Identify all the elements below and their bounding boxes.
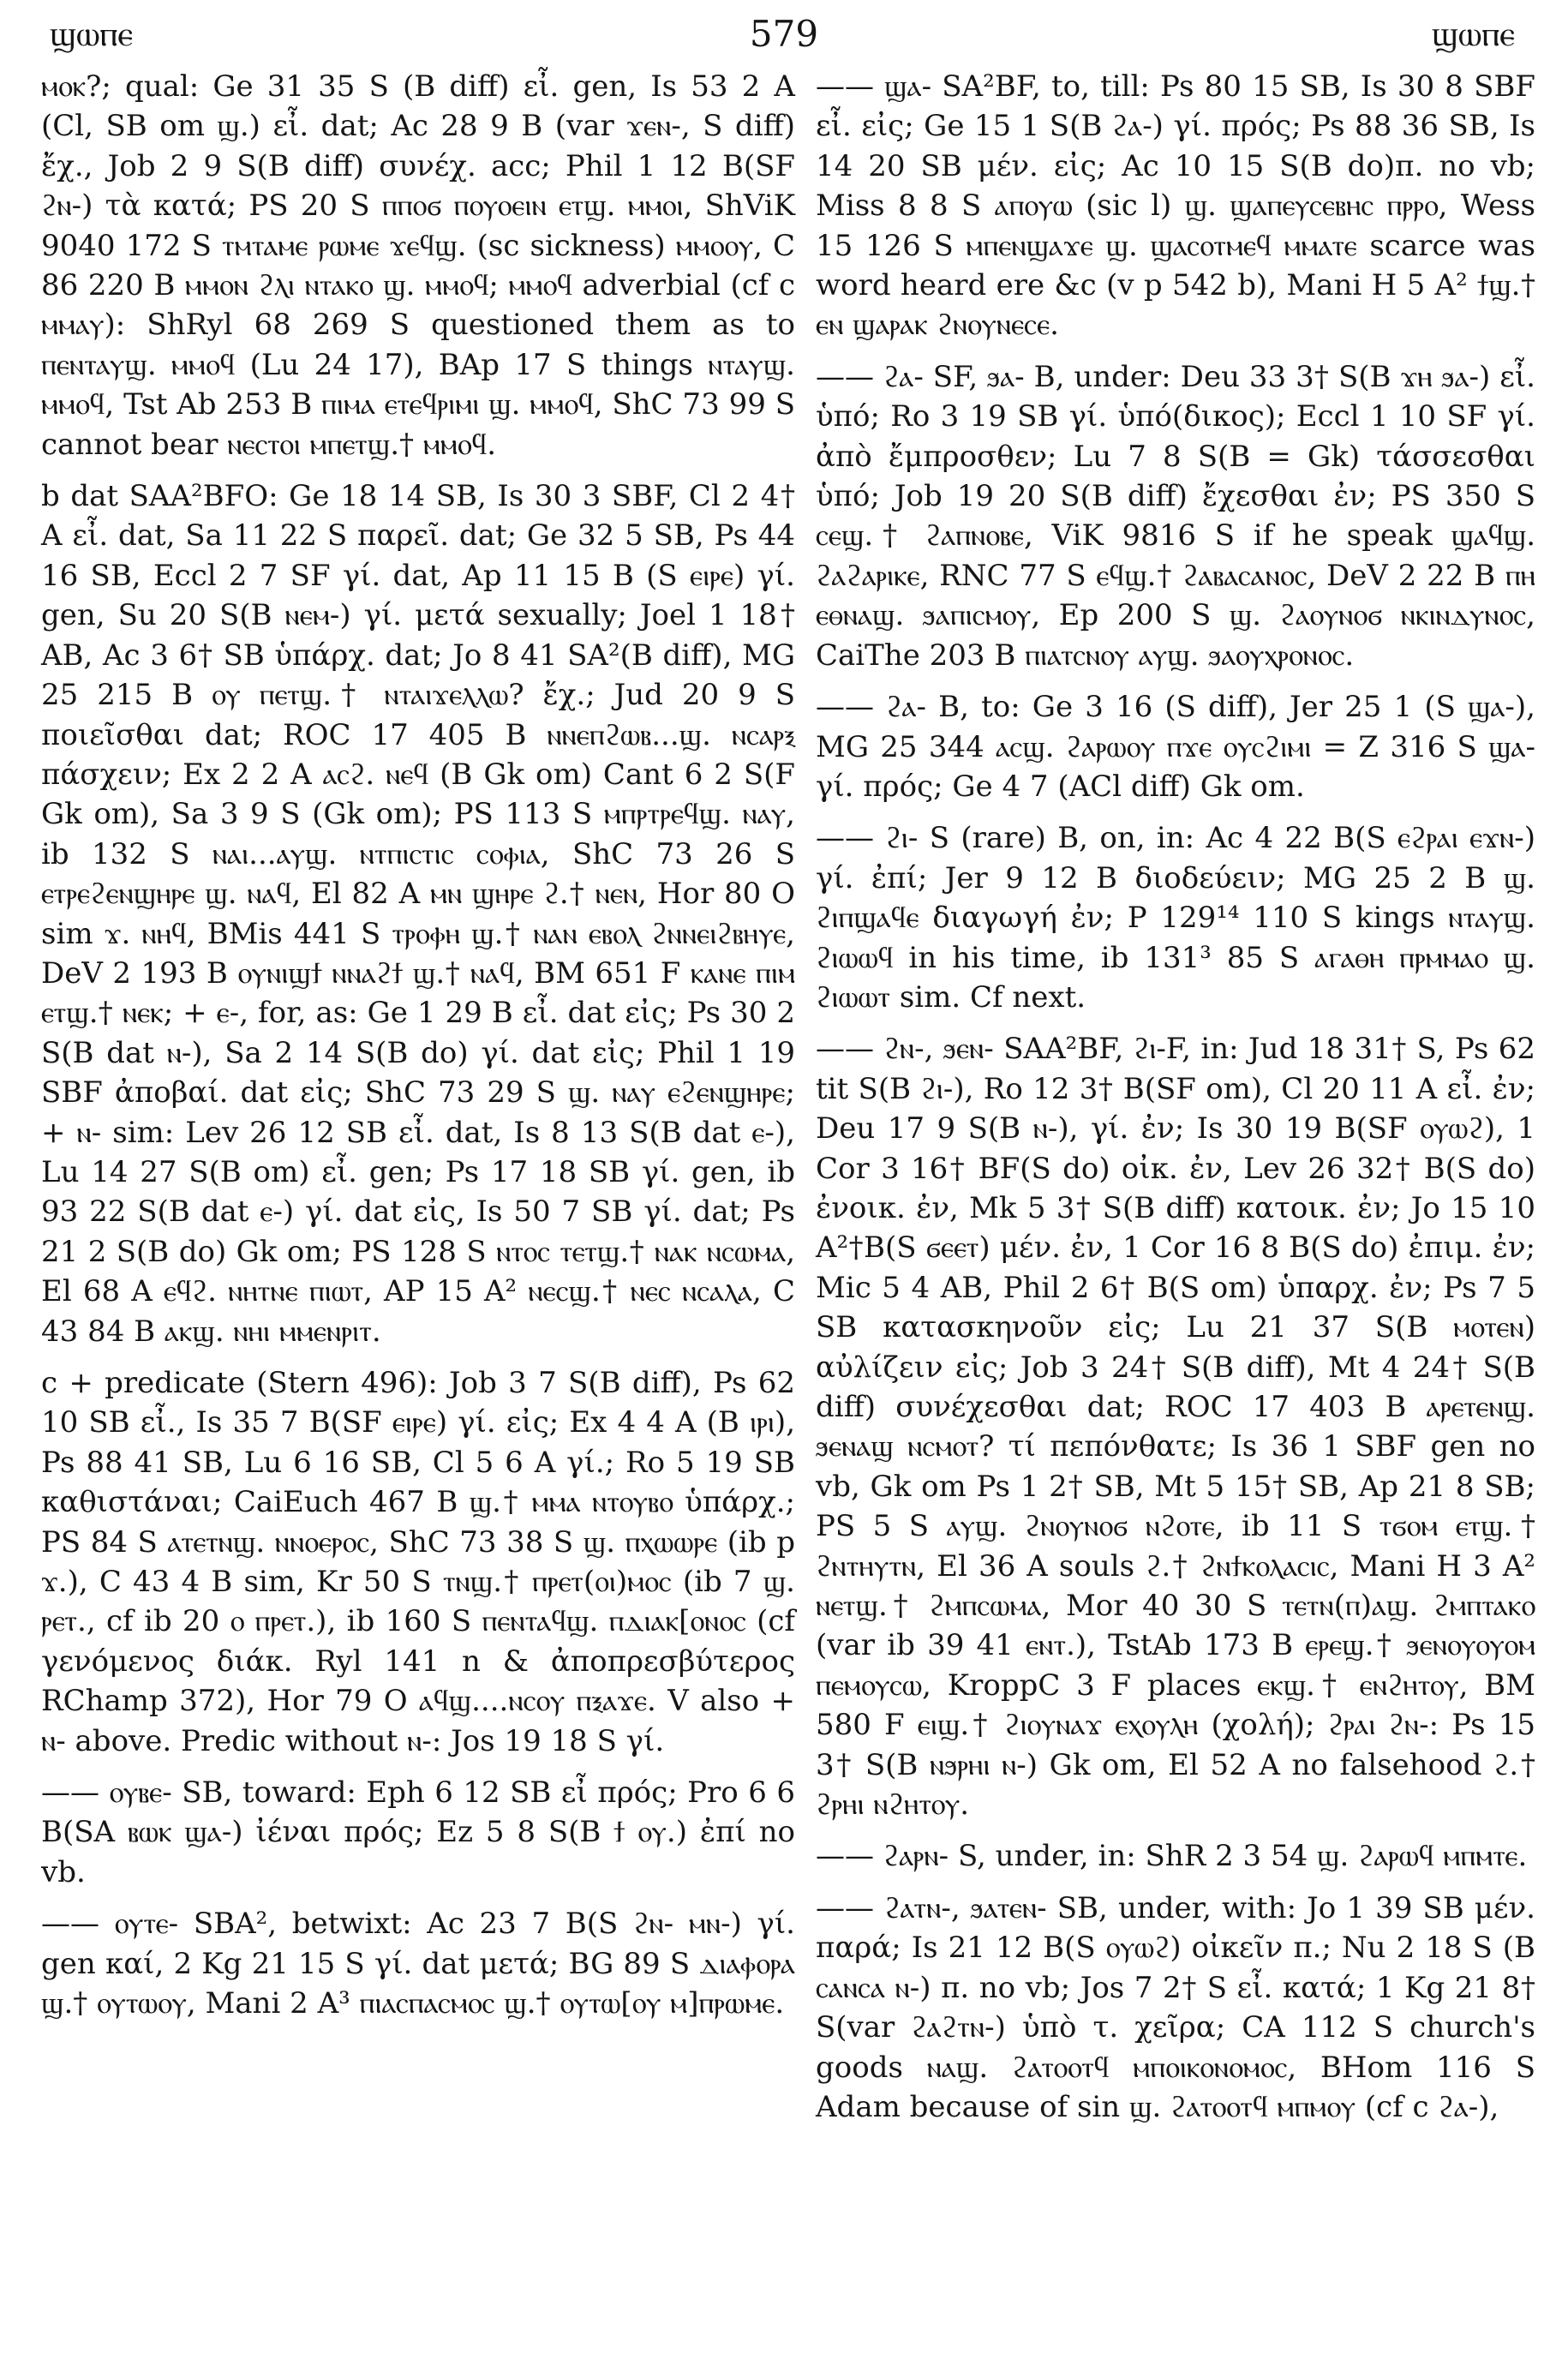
dictionary-entry-paragraph: —— ϩⲁⲣⲛ- S, under, in: ShR 2 3 54 ϣ. ϩⲁⲣⲱϥ ⲙⲡⲙⲧⲉ.: [816, 1839, 1528, 1874]
dictionary-entry-paragraph: —— ϩⲓ- S (rare) B, on, in: Ac 4 22 B(S ⲉϩⲣⲁⲓ ⲉϫⲛ-) γί. ἐπί; Jer 9 12 B διοδεύειν; MG 25 2 B ϣ. ϩⲓⲡϣⲁϥⲉ διαγωγή ἐν; P 129¹⁴ 110 S kings ⲛⲧⲁⲩϣ. ϩⲓⲱⲱϥ in his time, ib 131³ 85 S ⲁⲅⲁⲑⲏ ⲡⲣⲙⲙⲁⲟ ϣ. ϩⲓⲱⲱⲧ sim. Cf next.: [816, 821, 1535, 1015]
right-column: [816, 67, 1535, 2139]
page-number: 579: [749, 13, 819, 55]
page-header: [34, 12, 1534, 57]
running-head-left: ϣⲱⲡⲉ: [50, 15, 134, 54]
dictionary-entry-paragraph: —— ϣⲁ- SA²BF, to, till: Ps 80 15 SB, Is 30 8 SBF εἶ. εἰς; Ge 15 1 S(B ϩⲁ-) γί. πρός; Ps 88 36 SB, Is 14 20 SB μέν. εἰς; Ac 10 15 S(B do)π. no vb; Miss 8 8 S ⲁⲡⲟⲩⲱ (sic l) ϣ. ϣⲁⲡⲉⲩⲥⲉⲃⲏⲥ ⲡⲣⲣⲟ, Wess 15 126 S ⲙⲡⲉⲛϣⲁϫⲉ ϣ. ϣⲁⲥⲟⲧⲙⲉϥ ⲙⲙⲁⲧⲉ scarce was word heard ere &c (v p 542 b), Mani H 5 A² ϯϣ.† ⲉⲛ ϣⲁⲣⲁⲕ ϩⲛⲟⲩⲛⲉⲥⲉ.: [816, 69, 1535, 343]
left-column: [41, 67, 795, 2036]
dictionary-entry-paragraph: —— ϩⲁ- SF, ϧⲁ- B, under: Deu 33 3† S(B ϫⲏ ϧⲁ-) εἶ. ὑπό; Ro 3 19 SB γί. ὑπό(δικος); Eccl 1 10 SF γί. ἀπὸ ἔμπροσθεν; Lu 7 8 S(B = Gk) τάσσεσθαι ὑπό; Job 19 20 S(B diff) ἔχεσθαι ἐν; PS 350 S ⲥⲉϣ.† ϩⲁⲡⲛⲟⲃⲉ, ViK 9816 S if he speak ϣⲁϥϣ. ϩⲁϩⲁⲣⲓⲕⲉ, RNC 77 S ⲉϥϣ.† ϩⲁⲃⲁⲥⲁⲛⲟⲥ, DeV 2 22 B ⲡⲏ ⲉⲑⲛⲁϣ. ϧⲁⲡⲓⲥⲙⲟⲩ, Ep 200 S ϣ. ϩⲁⲟⲩⲛⲟϭ ⲛⲕⲓⲛⲇⲩⲛⲟⲥ, CaiThe 203 B ⲡⲓⲁⲧⲥⲛⲟⲩ ⲁⲩϣ. ϧⲁⲟⲩⲭⲣⲟⲛⲟⲥ.: [816, 359, 1535, 673]
dictionary-entry-paragraph: —— ϩⲛ-, ϧⲉⲛ- SAA²BF, ϩⲓ-F, in: Jud 18 31† S, Ps 62 tit S(B ϩⲓ-), Ro 12 3† B(SF om), Cl 20 11 A εἶ. ἐν; Deu 17 9 S(B ⲛ-), γί. ἐν; Is 30 19 B(SF ⲟⲩⲱϩ), 1 Cor 3 16† BF(S do) οἰκ. ἐν, Lev 26 32† B(S do) ἐνοικ. ἐν, Mk 5 3† S(B diff) κατοικ. ἐν; Jo 15 10 A²†B(S ϭⲉⲉⲧ) μέν. ἐν, 1 Cor 16 8 B(S do) ἐπιμ. ἐν; Mic 5 4 AB, Phil 2 6† B(S om) ὑπαρχ. ἐν; Ps 7 5 SB κατασκηνοῦν εἰς; Lu 21 37 S(B ⲙⲟⲧⲉⲛ) αὐλίζειν εἰς; Job 3 24† S(B diff), Mt 4 24† S(B diff) συνέχεσθαι dat; ROC 17 403 B ⲁⲣⲉⲧⲉⲛϣ. ϧⲉⲛⲁϣ ⲛⲥⲙⲟⲧ? τί πεπόνθατε; Is 36 1 SBF gen no vb, Gk om Ps 1 2† SB, Mt 5 15† SB, Ap 21 8 SB; PS 5 S ⲁⲩϣ. ϩⲛⲟⲩⲛⲟϭ ⲛϩⲟⲧⲉ, ib 11 S ⲧϭⲟⲙ ⲉⲧϣ.† ϩⲛⲧⲏⲩⲧⲛ, El 36 A souls ϩ.† ϩⲛϯⲕⲟⲗⲁⲥⲓⲥ, Mani H 3 A² ⲛⲉⲧϣ.† ϩⲙⲡⲥⲱⲙⲁ, Mor 40 30 S ⲧⲉⲧⲛ(ⲡ)ⲁϣ. ϩⲙⲡⲧⲁⲕⲟ (var ib 39 41 ⲉⲛⲧ.), TstAb 173 B ⲉⲣⲉϣ.† ϧⲉⲛⲟⲩⲟⲩⲟⲙ ⲡⲉⲙⲟⲩⲥⲱ, KroppC 3 F places ⲉⲕϣ.† ⲉⲛϩⲏⲧⲟⲩ, BM 580 F ⲉⲓϣ.† ϩⲓⲟⲩⲛⲁϫ ⲉⲭⲟⲩⲗⲏ (χολή); ϩⲣⲁⲓ ϩⲛ-: Ps 15 3† S(B ⲛϧⲣⲏⲓ ⲛ-) Gk om, El 52 A no falsehood ϩ.† ϩⲣⲏⲓ ⲛϩⲏⲧⲟⲩ.: [816, 1032, 1535, 1823]
dictionary-entry-paragraph: ⲙⲟⲕ?; qual: Ge 31 35 S (B diff) εἶ. gen, Is 53 2 A (Cl, SB om ϣ.) εἶ. dat; Ac 28 9 B (var ϫⲉⲛ-, S diff) ἔχ., Job 2 9 S(B diff) συνέχ. acc; Phil 1 12 B(SF ϩⲛ-) τὰ κατά; PS 20 S ⲡⲡⲟϭ ⲡⲟⲩⲟⲉⲓⲛ ⲉⲧϣ. ⲙⲙⲟⲓ, ShViK 9040 172 S ⲧⲙⲧⲁⲙⲉ ⲣⲱⲙⲉ ϫⲉϥϣ. (sc sickness) ⲙⲙⲟⲟⲩ, C 86 220 B ⲙⲙⲟⲛ ϩⲗⲓ ⲛⲧⲁⲕⲟ ϣ. ⲙⲙⲟϥ; ⲙⲙⲟϥ adverbial (cf c ⲙⲙⲁⲩ): ShRyl 68 269 S questioned them as to ⲡⲉⲛⲧⲁⲩϣ. ⲙⲙⲟϥ (Lu 24 17), BAp 17 S things ⲛⲧⲁⲩϣ. ⲙⲙⲟϥ, Tst Ab 253 B ⲡⲓⲙⲁ ⲉⲧⲉϥⲣⲓⲙⲓ ϣ. ⲙⲙⲟϥ, ShC 73 99 S cannot bear ⲛⲉⲥⲧⲟⲓ ⲙⲡⲉⲧϣ.† ⲙⲙⲟϥ.: [41, 69, 795, 462]
dictionary-entry-paragraph: —— ⲟⲩⲃⲉ- SB, toward: Eph 6 12 SB εἶ πρός; Pro 6 6 B(SA ⲃⲱⲕ ϣⲁ-) ἰέναι πρός; Ez 5 8 S(B ϯ ⲟⲩ.) ἐπί no vb.: [41, 1775, 795, 1889]
dictionary-entry-paragraph: c + predicate (Stern 496): Job 3 7 S(B diff), Ps 62 10 SB εἶ., Is 35 7 B(SF ⲉⲓⲣⲉ) γί. εἰς; Ex 4 4 A (B ⲓⲣⲓ), Ps 88 41 SB, Lu 6 16 SB, Cl 5 6 A γί.; Ro 5 19 SB καθιστάναι; CaiEuch 467 B ϣ.† ⲙⲙⲁ ⲛⲧⲟⲩⲃⲟ ὑπάρχ.; PS 84 S ⲁⲧⲉⲧⲛϣ. ⲛⲛⲟⲉⲣⲟⲥ, ShC 73 38 S ϣ. ⲡⲭⲱⲱⲣⲉ (ib p ϫ.), C 43 4 B sim, Kr 50 S ⲧⲛϣ.† ⲡⲣⲉⲧ(ⲟⲓ)ⲙⲟⲥ (ib 7 ϣ. ⲣⲉⲧ., cf ib 20 ⲟ ⲡⲣⲉⲧ.), ib 160 S ⲡⲉⲛⲧⲁϥϣ. ⲡⲇⲓⲁⲕ[ⲟⲛⲟⲥ (cf γενόμενος διάκ. Ryl 141 n & ἀποπρεσβύτερος RChamp 372), Hor 79 O ⲁϥϣ....ⲛⲥⲟⲩ ⲡⲝⲁϫⲉ. V also + ⲛ- above. Predic without ⲛ-: Jos 19 18 S γί.: [41, 1366, 795, 1758]
dictionary-entry-paragraph: —— ϩⲁ- B, to: Ge 3 16 (S diff), Jer 25 1 (S ϣⲁ-), MG 25 344 ⲁⲥϣ. ϩⲁⲣⲱⲟⲩ ⲡϫⲉ ⲟⲩⲥϩⲓⲙⲓ = Z 316 S ϣⲁ- γί. πρός; Ge 4 7 (ACl diff) Gk om.: [816, 690, 1535, 804]
dictionary-entry-paragraph: —— ⲟⲩⲧⲉ- SBA², betwixt: Ac 23 7 B(S ϩⲛ- ⲙⲛ-) γί. gen καί, 2 Kg 21 15 S γί. dat μετά; BG 89 S ⲇⲓⲁⲫⲟⲣⲁ ϣ.† ⲟⲩⲧⲱⲟⲩ, Mani 2 A³ ⲡⲓⲁⲥⲡⲁⲥⲙⲟⲥ ϣ.† ⲟⲩⲧⲱ[ⲟⲩ ⲙ]ⲡⲣⲱⲙⲉ.: [41, 1907, 795, 2021]
running-head-right: ϣⲱⲡⲉ: [1431, 15, 1515, 54]
dictionary-entry-paragraph: b dat SAA²BFO: Ge 18 14 SB, Is 30 3 SBF, Cl 2 4† A εἶ. dat, Sa 11 22 S παρεῖ. dat; Ge 32 5 SB, Ps 44 16 SB, Eccl 2 7 SF γί. dat, Ap 11 15 B (S ⲉⲓⲣⲉ) γί. gen, Su 20 S(B ⲛⲉⲙ-) γί. μετά sexually; Joel 1 18† AB, Ac 3 6† SB ὑπάρχ. dat; Jo 8 41 SA²(B diff), MG 25 215 B ⲟⲩ ⲡⲉⲧϣ.† ⲛⲧⲁⲓϫⲉⲗⲗⲱ? ἔχ.; Jud 20 9 S ποιεῖσθαι dat; ROC 17 405 B ⲛⲛⲉⲡϩⲱⲃ...ϣ. ⲛⲥⲁⲣⲝ πάσχειν; Ex 2 2 A ⲁⲥϩ. ⲛⲉϥ (B Gk om) Cant 6 2 S(F Gk om), Sa 3 9 S (Gk om); PS 113 S ⲙⲡⲣⲧⲣⲉϥϣ. ⲛⲁⲩ, ib 132 S ⲛⲁⲓ...ⲁⲩϣ. ⲛⲧⲡⲓⲥⲧⲓⲥ ⲥⲟⲫⲓⲁ, ShC 73 26 S ⲉⲧⲣⲉϩⲉⲛϣⲏⲣⲉ ϣ. ⲛⲁϥ, El 82 A ⲙⲛ ϣⲏⲣⲉ ϩ.† ⲛⲉⲛ, Hor 80 O sim ϫ. ⲛⲏϥ, BMis 441 S ⲧⲣⲟⲫⲏ ϣ.† ⲛⲁⲛ ⲉⲃⲟⲗ ϩⲛⲛⲉⲓϩⲃⲏⲩⲉ, DeV 2 193 B ⲟⲩⲛⲓϣϯ ⲛⲛⲁϩϯ ϣ.† ⲛⲁϥ, BM 651 F ⲕⲁⲛⲉ ⲡⲓⲙ ⲉⲧϣ.† ⲛⲉⲕ; + ⲉ-, for, as: Ge 1 29 B εἶ. dat εἰς; Ps 30 2 S(B dat ⲛ-), Sa 2 14 S(B do) γί. dat εἰς; Phil 1 19 SBF ἀποβαί. dat εἰς; ShC 73 29 S ϣ. ⲛⲁⲩ ⲉϩⲉⲛϣⲏⲣⲉ; + ⲛ- sim: Lev 26 12 SB εἶ. dat, Is 8 13 S(B dat ⲉ-), Lu 14 27 S(B om) εἶ. gen; Ps 17 18 SB γί. gen, ib 93 22 S(B dat ⲉ-) γί. dat εἰς, Is 50 7 SB γί. dat; Ps 21 2 S(B do) Gk om; PS 128 S ⲛⲧⲟⲥ ⲧⲉⲧϣ.† ⲛⲁⲕ ⲛⲥⲱⲙⲁ, El 68 A ⲉϥϩ. ⲛⲏⲧⲛⲉ ⲡⲓⲱⲧ, AP 15 A² ⲛⲉⲥϣ.† ⲛⲉⲥ ⲛⲥⲁⲗⲁ, C 43 84 B ⲁⲕϣ. ⲛⲏⲓ ⲙⲙⲉⲛⲣⲓⲧ.: [41, 479, 795, 1349]
dictionary-entry-paragraph: —— ϩⲁⲧⲛ-, ϧⲁⲧⲉⲛ- SB, under, with: Jo 1 39 SB μέν. παρά; Is 21 12 B(S ⲟⲩⲱϩ) οἰκεῖν π.; Nu 2 18 S (B ⲥⲁⲛⲥⲁ ⲛ-) π. no vb; Jos 7 2† S εἶ. κατά; 1 Kg 21 8† S(var ϩⲁϩⲧⲛ-) ὑπὸ τ. χεῖρα; CA 112 S church's goods ⲛⲁϣ. ϩⲁⲧⲟⲟⲧϥ ⲙⲡⲟⲓⲕⲟⲛⲟⲙⲟⲥ, BHom 116 S Adam because of sin ϣ. ϩⲁⲧⲟⲟⲧϥ ⲙⲡⲙⲟⲩ (cf c ϩⲁ-),: [816, 1890, 1535, 2124]
